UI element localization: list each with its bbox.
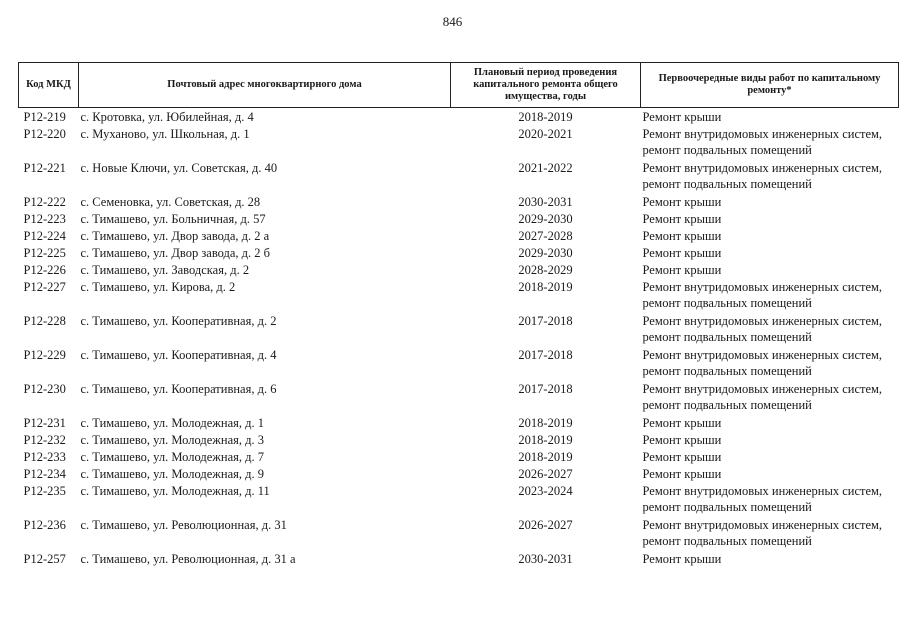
cell-code: Р12-231 <box>23 416 66 430</box>
cell-code: Р12-222 <box>23 195 66 209</box>
cell-address: с. Тимашево, ул. Заводская, д. 2 <box>80 263 250 277</box>
work-line: ремонт подвальных помещений <box>642 500 812 514</box>
cell-address: с. Муханово, ул. Школьная, д. 1 <box>80 127 250 141</box>
table-row <box>19 126 899 160</box>
table-row <box>19 483 899 517</box>
work-line: Ремонт крыши <box>642 450 722 464</box>
table-row <box>19 194 899 211</box>
cell-address: с. Тимашево, ул. Двор завода, д. 2 а <box>80 229 270 243</box>
cell-period: 2029-2030 <box>518 212 573 226</box>
page-number: 846 <box>442 14 463 29</box>
table-row <box>19 245 899 262</box>
cell-work <box>641 211 899 228</box>
header-address: Почтовый адрес многоквартирного дома <box>79 63 451 108</box>
work-line: ремонт подвальных помещений <box>642 143 812 157</box>
work-line: Ремонт внутридомовых инженерных систем, <box>642 127 883 141</box>
cell-period: 2026-2027 <box>518 518 573 532</box>
cell-code: Р12-229 <box>23 348 66 362</box>
work-line: Ремонт крыши <box>642 212 722 226</box>
work-line: Ремонт крыши <box>642 110 722 124</box>
cell-work <box>641 347 899 381</box>
work-line: ремонт подвальных помещений <box>642 534 812 548</box>
work-line: ремонт подвальных помещений <box>642 364 812 378</box>
capital-repair-table <box>18 62 899 568</box>
work-line: Ремонт крыши <box>642 246 722 260</box>
table-row <box>19 466 899 483</box>
cell-code: Р12-220 <box>23 127 66 141</box>
cell-work <box>641 551 899 568</box>
work-line: Ремонт крыши <box>642 552 722 566</box>
cell-address: с. Тимашево, ул. Революционная, д. 31 <box>80 518 287 532</box>
work-line: Ремонт внутридомовых инженерных систем, <box>642 484 883 498</box>
table-row <box>19 449 899 466</box>
work-line: Ремонт крыши <box>642 416 722 430</box>
cell-work <box>641 517 899 551</box>
cell-work <box>641 245 899 262</box>
work-line: Ремонт внутридомовых инженерных систем, <box>642 382 883 396</box>
work-line: Ремонт внутридомовых инженерных систем, <box>642 161 883 175</box>
work-line: ремонт подвальных помещений <box>642 177 812 191</box>
work-line: Ремонт внутридомовых инженерных систем, <box>642 348 883 362</box>
header-work: Первоочередные виды работ по капитальному ремонту* <box>641 63 899 108</box>
cell-period: 2028-2029 <box>518 263 573 277</box>
cell-code: Р12-224 <box>23 229 66 243</box>
table-body <box>19 108 899 569</box>
table-row <box>19 228 899 245</box>
cell-address: с. Тимашево, ул. Кооперативная, д. 4 <box>80 348 277 362</box>
cell-code: Р12-228 <box>23 314 66 328</box>
work-line: Ремонт крыши <box>642 195 722 209</box>
table-row <box>19 108 899 127</box>
header-period: Плановый период проведения капитального ремонта общего имущества, годы <box>451 63 641 108</box>
cell-code: Р12-236 <box>23 518 66 532</box>
table-row <box>19 262 899 279</box>
cell-code: Р12-219 <box>23 110 66 124</box>
cell-period: 2017-2018 <box>518 382 573 396</box>
table-row <box>19 381 899 415</box>
cell-address: с. Тимашево, ул. Молодежная, д. 7 <box>80 450 265 464</box>
cell-period: 2023-2024 <box>518 484 573 498</box>
cell-code: Р12-233 <box>23 450 66 464</box>
cell-work <box>641 432 899 449</box>
table-row <box>19 313 899 347</box>
table-row <box>19 432 899 449</box>
cell-code: Р12-230 <box>23 382 66 396</box>
cell-work <box>641 449 899 466</box>
cell-period: 2029-2030 <box>518 246 573 260</box>
cell-address: с. Тимашево, ул. Молодежная, д. 1 <box>80 416 265 430</box>
work-line: Ремонт крыши <box>642 467 722 481</box>
cell-period: 2018-2019 <box>518 416 573 430</box>
cell-address: с. Тимашево, ул. Кооперативная, д. 2 <box>80 314 277 328</box>
work-line: ремонт подвальных помещений <box>642 330 812 344</box>
work-line: Ремонт крыши <box>642 263 722 277</box>
cell-period: 2018-2019 <box>518 433 573 447</box>
cell-work <box>641 415 899 432</box>
cell-code: Р12-227 <box>23 280 66 294</box>
cell-address: с. Тимашево, ул. Двор завода, д. 2 б <box>80 246 271 260</box>
cell-code: Р12-232 <box>23 433 66 447</box>
cell-work <box>641 279 899 313</box>
cell-address: с. Тимашево, ул. Молодежная, д. 3 <box>80 433 265 447</box>
cell-period: 2018-2019 <box>518 450 573 464</box>
header-row <box>19 63 899 108</box>
work-line: Ремонт крыши <box>642 433 722 447</box>
table-header <box>19 63 899 108</box>
cell-work <box>641 194 899 211</box>
cell-code: Р12-221 <box>23 161 66 175</box>
cell-address: с. Тимашево, ул. Молодежная, д. 9 <box>80 467 265 481</box>
cell-period: 2018-2019 <box>518 110 573 124</box>
capital-repair-table-container <box>18 62 898 568</box>
cell-code: Р12-257 <box>23 552 66 566</box>
cell-address: с. Новые Ключи, ул. Советская, д. 40 <box>80 161 278 175</box>
cell-address: с. Тимашево, ул. Кирова, д. 2 <box>80 280 236 294</box>
work-line: Ремонт крыши <box>642 229 722 243</box>
cell-code: Р12-223 <box>23 212 66 226</box>
cell-period: 2018-2019 <box>518 280 573 294</box>
cell-address: с. Тимашево, ул. Больничная, д. 57 <box>80 212 266 226</box>
header-code: Код МКД <box>19 63 79 108</box>
cell-address: с. Тимашево, ул. Молодежная, д. 11 <box>80 484 270 498</box>
work-line: Ремонт внутридомовых инженерных систем, <box>642 518 883 532</box>
work-line: Ремонт внутридомовых инженерных систем, <box>642 314 883 328</box>
cell-period: 2030-2031 <box>518 195 573 209</box>
work-line: ремонт подвальных помещений <box>642 296 812 310</box>
table-row <box>19 415 899 432</box>
table-row <box>19 551 899 568</box>
cell-period: 2027-2028 <box>518 229 573 243</box>
cell-period: 2030-2031 <box>518 552 573 566</box>
cell-period: 2021-2022 <box>518 161 573 175</box>
cell-work <box>641 262 899 279</box>
cell-address: с. Тимашево, ул. Революционная, д. 31 а <box>80 552 296 566</box>
table-row <box>19 211 899 228</box>
cell-work <box>641 228 899 245</box>
cell-code: Р12-235 <box>23 484 66 498</box>
cell-code: Р12-225 <box>23 246 66 260</box>
table-row <box>19 347 899 381</box>
table-row <box>19 160 899 194</box>
cell-period: 2020-2021 <box>518 127 573 141</box>
cell-work <box>641 466 899 483</box>
cell-address: с. Кротовка, ул. Юбилейная, д. 4 <box>80 110 254 124</box>
cell-work <box>641 160 899 194</box>
cell-code: Р12-226 <box>23 263 66 277</box>
cell-work <box>641 483 899 517</box>
cell-address: с. Семеновка, ул. Советская, д. 28 <box>80 195 261 209</box>
table-row <box>19 517 899 551</box>
cell-period: 2026-2027 <box>518 467 573 481</box>
cell-address: с. Тимашево, ул. Кооперативная, д. 6 <box>80 382 277 396</box>
cell-work <box>641 313 899 347</box>
cell-work <box>641 381 899 415</box>
cell-work <box>641 126 899 160</box>
cell-work <box>641 108 899 127</box>
cell-code: Р12-234 <box>23 467 66 481</box>
cell-period: 2017-2018 <box>518 314 573 328</box>
work-line: ремонт подвальных помещений <box>642 398 812 412</box>
work-line: Ремонт внутридомовых инженерных систем, <box>642 280 883 294</box>
table-row <box>19 279 899 313</box>
cell-period: 2017-2018 <box>518 348 573 362</box>
